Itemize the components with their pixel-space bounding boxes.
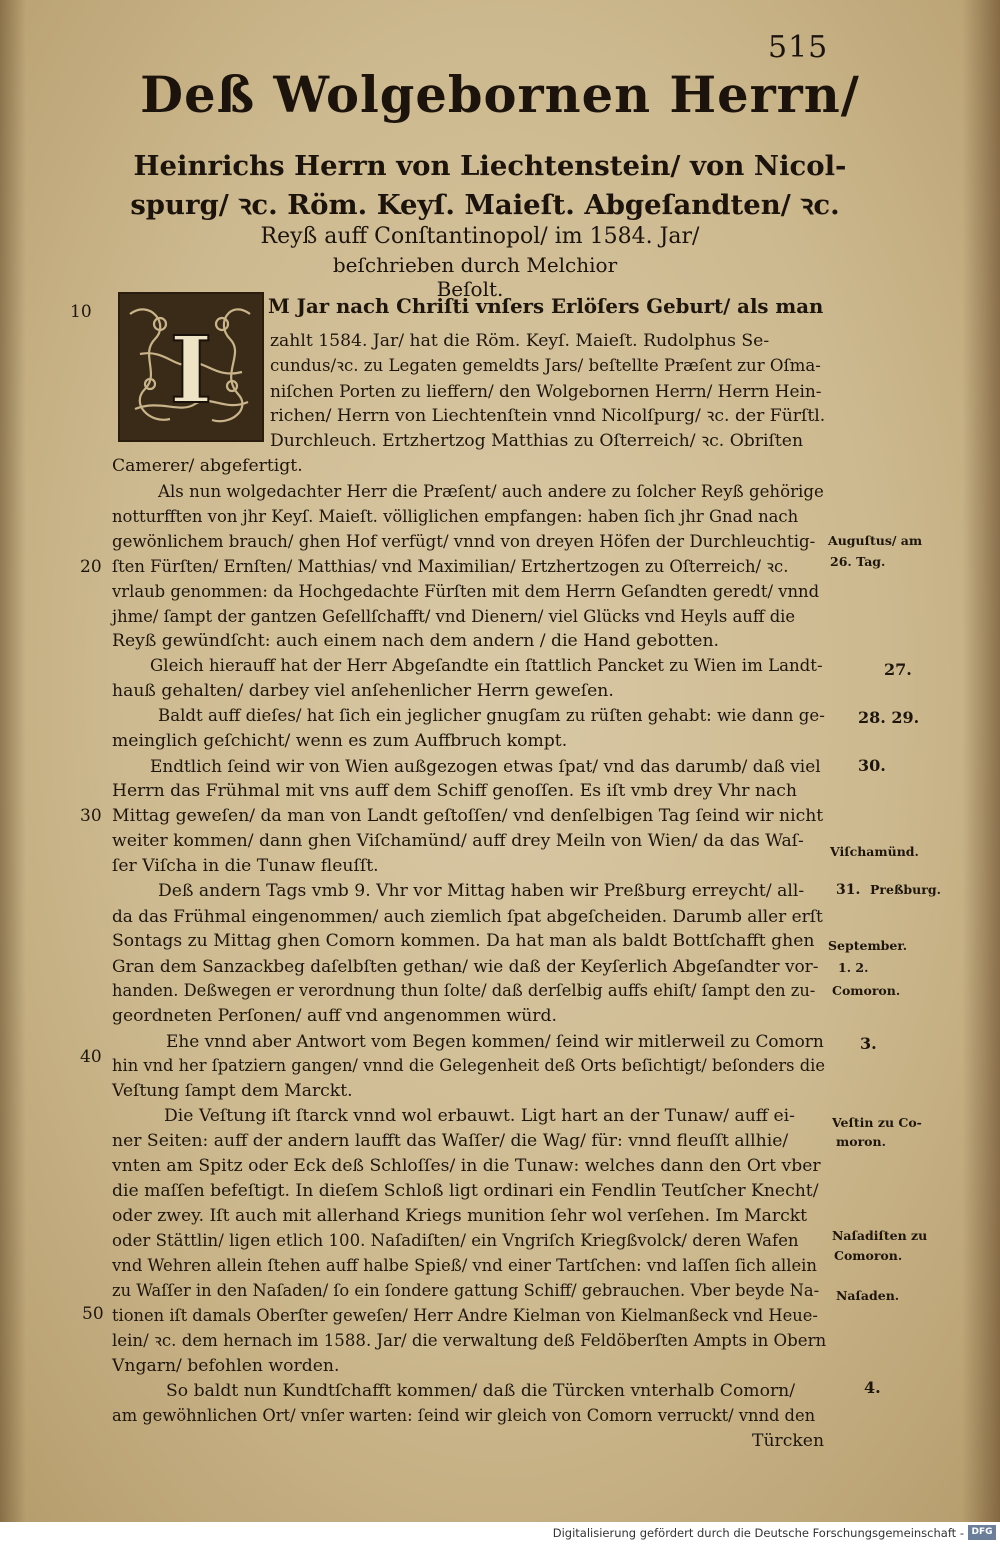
line-number: 10 — [70, 302, 92, 322]
margin-note: Comoron. — [834, 1248, 903, 1263]
text-line: Herrn das Frühmal mit vns auff dem Schiff genoſſen. Es iſt vmb drey Vhr nach — [112, 781, 797, 801]
title-2-text: Heinrichs Herrn von Liechtenstein/ von Nicol- — [133, 150, 847, 182]
footer-credit: Digitalisierung gefördert durch die Deutsche Forschungsgemeinschaft - — [552, 1526, 964, 1540]
text-line: niſchen Porten zu lieffern/ den Wolgebornen Herrn/ Herrn Hein- — [270, 381, 822, 401]
margin-note: 30. — [858, 756, 886, 775]
text-line: zu Waſſer in den Naſaden/ ſo ein ſondere gattung Schiff/ gebrauchen. Vber beyde Na- — [112, 1281, 820, 1300]
text-line: Deß andern Tags vmb 9. Vhr vor Mittag haben wir Preßburg erreycht/ all- — [158, 881, 805, 901]
line-number: 20 — [80, 557, 102, 577]
text-line: cundus/ꝛc. zu Legaten gemeldts Jars/ beſtellte Præſent zur Oſma- — [270, 356, 821, 375]
text-line: Baldt auff dieſes/ hat ſich ein jeglicher gnugſam zu rüſten gehabt: wie dann ge- — [158, 706, 825, 725]
title-line-4: Reyß auff Conſtantinopol/ im 1584. Jar/ — [260, 224, 700, 249]
line-number: 30 — [80, 806, 102, 826]
margin-note: Naſaden. — [836, 1288, 900, 1303]
text-line: vrlaub genommen: da Hochgedachte Fürſten mit dem Herrn Geſandten geredt/ vnnd — [112, 582, 820, 601]
initial-letter: I — [169, 316, 213, 424]
text-line: ſten Fürſten/ Ernſten/ Matthias/ vnd Maximilian/ Ertzhertzogen zu Oſterreich/ ꝛc. — [112, 557, 789, 576]
footer-bar — [0, 1522, 1000, 1544]
text-line: Camerer/ abgefertigt. — [112, 456, 303, 476]
margin-note: Naſadiſten zu — [832, 1228, 928, 1243]
text-line: ner Seiten: auff der andern laufft das Waſſer/ die Wag/ für: vnnd fleuſſt allhie/ — [112, 1131, 789, 1151]
text-line: Gran dem Sanzackbeg daſelbſten gethan/ wie daß der Keyſerlich Abgeſandter vor- — [112, 956, 819, 976]
text-line: Die Veſtung iſt ſtarck vnnd wol erbauwt. Ligt hart an der Tunaw/ auff ei- — [164, 1106, 795, 1126]
text-line: Reyß gewündſcht: auch einem nach dem andern / die Hand gebotten. — [112, 631, 720, 651]
page-number: 515 — [768, 30, 829, 65]
title-main-text: Deß Wolgebornen Herrn/ — [140, 66, 860, 124]
margin-note: 3. — [860, 1034, 877, 1053]
text-line: weiter kommen/ dann ghen Viſchamünd/ auff drey Meiln von Wien/ da das Waſ- — [112, 831, 804, 851]
text-line: M Jar nach Chriſti vnſers Erlöſers Geburt/ als man — [268, 295, 824, 318]
text-line: da das Frühmal eingenommen/ auch ziemlich ſpat abgeſcheiden. Darumb aller erſt — [112, 906, 823, 926]
dfg-logo[interactable]: DFG — [968, 1525, 996, 1540]
margin-note: 4. — [864, 1378, 881, 1397]
margin-note: September. — [828, 938, 908, 953]
text-line: geordneten Perſonen/ auff vnd angenommen würd. — [112, 1006, 557, 1026]
text-line: So baldt nun Kundtſchafft kommen/ daß die Türcken vnterhalb Comorn/ — [166, 1381, 796, 1401]
text-line: meinglich geſchicht/ wenn es zum Auffbruch kompt. — [112, 731, 568, 751]
title-3-text: spurg/ ꝛc. Röm. Keyſ. Maieſt. Abgeſandten/ ꝛc. — [130, 189, 840, 221]
text-line: Mittag geweſen/ da man von Landt geſtoſſen/ vnd denſelbigen Tag ſeind wir nicht — [112, 806, 824, 826]
margin-note: Veſtin zu Co- — [832, 1115, 922, 1130]
margin-note: 27. — [884, 660, 912, 679]
line-number: 40 — [80, 1047, 102, 1067]
text-line: richen/ Herrn von Liechtenſtein vnnd Nicolſpurg/ ꝛc. der Fürſtl. — [270, 406, 826, 426]
text-line: Als nun wolgedachter Herr die Præſent/ auch andere zu ſolcher Reyß gehörige — [158, 482, 824, 501]
text-line: Vngarn/ befohlen worden. — [112, 1356, 340, 1376]
text-line: handen. Deßwegen er verordnung thun ſolte/ daß derſelbig auffs ehiſt/ ſampt den zu- — [112, 981, 816, 1000]
text-line: Sontags zu Mittag ghen Comorn kommen. Da hat man als baldt Bottſchafft ghen — [112, 931, 815, 951]
title-line-5: beſchrieben durch Melchior — [332, 253, 618, 277]
text-line: hin vnd her ſpatziern gangen/ vnnd die Gelegenheit deß Orts beſichtigt/ beſonders die — [112, 1056, 825, 1075]
margin-note: 31. — [836, 882, 861, 898]
text-line: tionen iſt damals Oberſter geweſen/ Herr Andre Kielman von Kielmanßeck vnd Heue- — [112, 1306, 818, 1325]
catchword: Türcken — [752, 1431, 825, 1451]
margin-note: 28. 29. — [858, 708, 920, 727]
margin-note: Preßburg. — [870, 882, 941, 897]
text-line: vnten am Spitz oder Eck deß Schloſſes/ in die Tunaw: welches dann den Ort vber — [112, 1156, 821, 1176]
margin-note: moron. — [836, 1134, 886, 1149]
text-line: Ehe vnnd aber Antwort vom Begen kommen/ ſeind wir mitlerweil zu Comorn — [166, 1031, 824, 1051]
text-line: die maſſen befeſtigt. In dieſem Schloß ligt ordinari ein Fendlin Teutſcher Knecht/ — [112, 1181, 819, 1201]
text-line: Durchleuch. Ertzhertzog Matthias zu Oſterreich/ ꝛc. Obriſten — [270, 431, 804, 451]
text-line: vnd Wehren allein ſtehen auff halbe Spieß/ vnd einer Tartſchen: vnd laſſen ſich allein — [112, 1256, 817, 1275]
text-line: ſer Viſcha in die Tunaw fleuſſt. — [112, 856, 379, 876]
margin-note: Comoron. — [832, 983, 901, 998]
text-line: notturfften von jhr Keyſ. Maieſt. völliglichen empfangen: haben ſich jhr Gnad nach — [112, 507, 799, 526]
margin-note: Auguſtus/ am — [828, 533, 923, 548]
text-line: am gewöhnlichen Ort/ vnſer warten: ſeind wir gleich von Comorn verruckt/ vnnd den — [112, 1406, 816, 1425]
margin-note: 1. 2. — [838, 960, 869, 975]
text-line: hauß gehalten/ darbey viel anſehenlicher Herrn geweſen. — [112, 681, 614, 701]
text-line: Endtlich ſeind wir von Wien außgezogen etwas ſpat/ vnd das darumb/ daß viel — [150, 756, 821, 776]
text-line: gewönlichem brauch/ ghen Hof verfügt/ vnnd von dreyen Höfen der Durchleuchtig- — [112, 532, 816, 551]
text-line: oder zwey. Iſt auch mit allerhand Kriegs munition ſehr wol verſehen. Im Marckt — [112, 1206, 808, 1226]
margin-note: Viſchamünd. — [830, 844, 919, 859]
text-line: oder Stättlin/ ligen etlich 100. Naſadiſten/ ein Vngriſch Kriegßvolck/ deren Wafen — [112, 1231, 799, 1250]
margin-note: 26. Tag. — [830, 554, 886, 569]
title-line-6: Beſolt. — [436, 277, 504, 301]
text-line: jhme/ ſampt der gantzen Geſellſchafft/ vnd Dienern/ viel Glücks vnd Heyls auff die — [112, 607, 796, 626]
line-number: 50 — [82, 1304, 104, 1324]
text-line: Gleich hierauff hat der Herr Abgeſandte ein ſtattlich Pancket zu Wien im Landt- — [150, 656, 823, 675]
text-line: lein/ ꝛc. dem hernach im 1588. Jar/ die verwaltung deß Feldöberſten Ampts in Obern — [112, 1331, 827, 1350]
text-line: Veſtung ſampt dem Marckt. — [112, 1081, 353, 1101]
text-line: zahlt 1584. Jar/ hat die Röm. Keyſ. Maieſt. Rudolphus Se- — [270, 331, 770, 351]
